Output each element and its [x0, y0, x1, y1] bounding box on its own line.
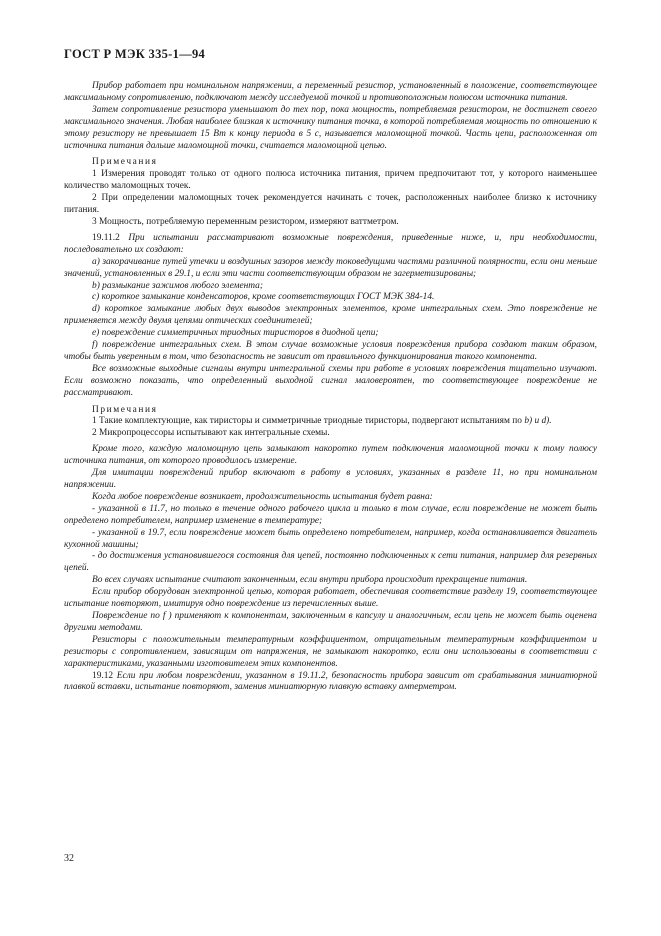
note-item: 3 Мощность, потребляемую переменным резистором, измеряют ваттметром. [92, 216, 399, 227]
paragraph: Повреждение по f ) применяют к компонентам, заключенным в капсулу и аналогичным, если цепь не может быть оценена другими методами. [64, 610, 597, 633]
section-19-11-2 [64, 233, 597, 257]
note-item [64, 416, 597, 428]
list-item-d: d) короткое замыкание любых двух выводов электронных элементов, кроме интегральных схем. Это повреждение не применяется между двумя цепями оптических соединителей; [64, 304, 597, 327]
paragraph: Для имитации повреждений прибор включают в работу в условиях, указанных в разделе 11, но при номинальном напряжении. [64, 468, 597, 490]
section-text: Если при любом повреждении, указанном в 19.11.2, безопасность прибора зависит от срабатывания миниатюрной плавкой вставки, испытание повторяют, заменив миниатюрную плавкую вставку амперметром. [64, 670, 598, 693]
paragraph: Прибор работает при номинальном напряжении, а переменный резистор, установленный в положение, соответствующее максимальному сопротивлению, подключают между исследуемой точкой и противоположным полюсом источника питания. [64, 81, 597, 103]
paragraph: Резисторы с положительным температурным коэффициентом, отрицательным температурным коэффициентом и резисторы с сопротивлением, зависящим от напряжения, не замыкают накоротко, если они использованы в соответствии с характеристиками, указанными изготовителем этих компонентов. [64, 634, 597, 669]
note-text: 1 Такие комплектующие, как тиристоры и симметричные триодные тиристоры, подвергают испытаниям по [92, 416, 522, 427]
document-header: ГОСТ Р МЭК 335-1—94 [64, 47, 206, 61]
section-19-12 [64, 671, 597, 695]
paragraph: - указанной в 11.7, но только в течение одного рабочего цикла и только в том случае, если повреждение не может быть определено потребителем, например изменение в температуре; [64, 503, 597, 526]
note-item: 1 Измерения проводят только от одного полюса источника питания, причем предпочитают тот, у которого наименьшее количество маломощных точек. [64, 169, 597, 192]
paragraph: Когда любое повреждение возникает, продолжительность испытания будет равна: [92, 491, 433, 502]
list-item-c: с) короткое замыкание конденсаторов, кроме соответствующих ГОСТ МЭК 384-14. [92, 292, 435, 303]
list-item-a: а) закорачивание путей утечки и воздушных зазоров между токоведущими частями различной полярности, если они меньше значений, установленных в 29.1, и если эти части соответствующим образом не загерметизированы; [64, 256, 597, 279]
paragraph: Затем сопротивление резистора уменьшают до тех пор, пока мощность, потребляемая резистором, не достигнет своего максимального значения. Любая наиболее близкая к источнику питания точка, в которой потребляемая мощность по отношению к этому резистору не превышает 15 Вт к концу периода в 5 с, называется маломощной точкой. Часть цепи, расположенная от источника питания дальше маломощной точки, считается маломощной цепью. [64, 104, 597, 151]
section-number: 19.12 [92, 670, 114, 681]
paragraph: Кроме того, каждую маломощную цепь замыкают накоротко путем подключения маломощной точки к тому полюсу источника питания, от которого проводилось измерение. [64, 444, 597, 467]
notes-title: Примечания [92, 157, 158, 168]
section-text: При испытании рассматривают возможные повреждения, приведенные ниже, и, при необходимости, последовательно их создают: [64, 232, 598, 255]
paragraph: Все возможные выходные сигналы внутри интегральной схемы при работе в условиях повреждения тщательно изучают. Если возможно показать, что определенный выходной сигнал маловероятен, то соответствующее повреждение не рассматривают. [64, 363, 597, 398]
paragraph: - до достижения установившегося состояния для цепей, постоянно подключенных к сети питания, например для резервных цепей. [64, 551, 597, 574]
list-item-f: f) повреждение интегральных схем. В этом случае возможные условия повреждения прибора создают таким образом, чтобы быть уверенным в том, что безопасность не зависит от правильного функционирования такого компонента. [64, 340, 597, 362]
notes-title: Примечания [92, 404, 158, 415]
paragraph: Во всех случаях испытание считают законченным, если внутри прибора происходит прекращение питания. [92, 575, 528, 586]
paragraph: Если прибор оборудован электронной цепью, которая работает, обеспечивая соответствие разделу 19, соответствующее испытание повторяют, имитируя одно повреждение из перечисленных выше. [64, 587, 597, 610]
list-item-e: е) повреждение симметричных триодных тиристоров в диодной цепи; [92, 328, 379, 339]
page-number: 32 [64, 853, 74, 864]
list-item-b: b) размыкание зажимов любого элемента; [92, 280, 263, 291]
section-number: 19.11.2 [92, 232, 120, 243]
note-ref: b) и d). [524, 416, 552, 427]
note-item: 2 При определении маломощных точек рекомендуется начинать с точек, расположенных наиболее близко к источнику питания. [64, 193, 597, 216]
paragraph: - указанной в 19.7, если повреждение может быть определено потребителем, например, когда останавливается двигатель кухонной машины; [64, 527, 597, 550]
note-item: 2 Микропроцессоры испытывают как интегральные схемы. [92, 428, 330, 439]
document-body [64, 81, 597, 694]
